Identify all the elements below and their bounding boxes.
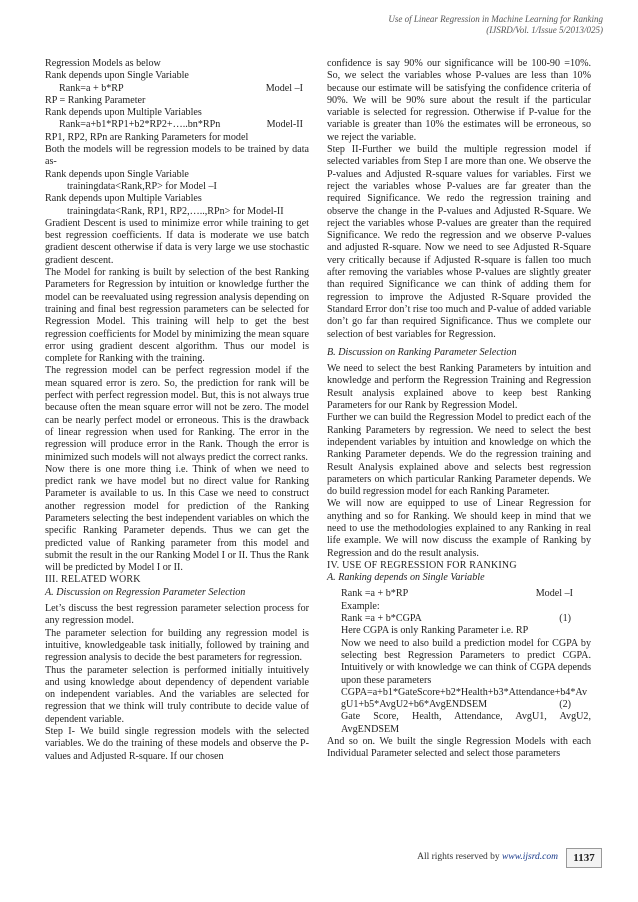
model-label: Model-II (266, 119, 303, 131)
equation: Rank =a + b*RP (341, 588, 409, 600)
paragraph: Gradient Descent is used to minimize error while training to get best regression coefficients. If data is moderate we use batch gradient descent otherwise if data is very large we use stochastic gradient descent. (45, 217, 309, 266)
paragraph: Now we need to also build a prediction model for CGPA by selecting best Regression Parameters to predict CGPA. Intuitively or with knowledge we can think of CGPA depends upon these parameters (341, 637, 591, 686)
equation-line (45, 83, 309, 95)
text-line: Gate Score, Health, Attendance, AvgU1, AvgU2, AvgENDSEM (341, 711, 591, 735)
text-line: Example: (341, 600, 380, 612)
paragraph: We need to select the best Ranking Parameters by intuition and knowledge and perform the Regression Training and Regression Result analysis explained above to keep best Ranking Parameters for our Rank by Regression Model. (327, 363, 591, 412)
paragraph: Step I- We build single regression models with the selected variables. We do the training of these models and observe the P-values and Adjusted R-square. If our chosen (45, 726, 309, 762)
equation-line (327, 588, 591, 600)
equation: Rank =a + b*CGPA (341, 613, 422, 625)
paragraph: confidence is say 90% our significance will be 100-90 =10%. So, we select the variables whose P-values are less than 10% because our estimate will be satisfying the confidence criteria of 90%. We will be 90% sure about the result if the particular variable is selected for regression. Otherwise if P-value for the variable is greater than 10% the estimates will be erroneous, so we reject the variable. (327, 58, 591, 143)
subsection-heading: B. Discussion on Ranking Parameter Selection (327, 346, 517, 358)
left-column (45, 58, 309, 763)
header-title: Use of Linear Regression in Machine Learning for Ranking (388, 14, 603, 24)
text-line: Rank depends upon Single Variable (45, 70, 189, 82)
section-heading: III. RELATED WORK (45, 574, 141, 586)
text-line: RP = Ranking Parameter (45, 94, 146, 106)
section-heading: IV. USE OF REGRESSION FOR RANKING (327, 559, 517, 571)
text-line: trainingdata<Rank,RP> for Model –I (67, 180, 217, 192)
equation: Rank=a+b1*RP1+b2*RP2+…..bn*RPn (59, 119, 221, 131)
equation-line (327, 687, 591, 712)
equation-line (327, 613, 591, 625)
paragraph: The Model for ranking is built by selection of the best Ranking Parameters for Regression by intuition or knowledge further the model can be reevaluated using regression analysis depending on training and final best regression parameters can be selected for Regression Model. This training will help to get the best regression coefficients for Model by minimizing the mean square error using gradient descent algorithm. Thus our model is complete for Ranking with the training. (45, 267, 309, 365)
footer-rights (417, 852, 558, 862)
text-line: Rank depends upon Single Variable (45, 168, 189, 180)
text-line: Regression Models as below (45, 58, 161, 69)
subsection-heading: A. Ranking depends on Single Variable (327, 572, 485, 584)
equation: CGPA=a+b1*GateScore+b2*Health+b3*Attendance+b4*AvgU1+b5*AvgU2+b6*AvgENDSEM (341, 686, 587, 711)
text-line: Both the models will be regression models to be trained by data as- (45, 144, 309, 168)
model-label: Model –I (535, 588, 573, 600)
equation-number: (2) (559, 699, 571, 711)
paragraph: Thus the parameter selection is performed initially intuitively and using knowledge about dependency of dependent variable on independent variables. And the variables are selected for regression that we think will truly contribute to decide value of dependent variable. (45, 664, 309, 725)
paragraph: The regression model can be perfect regression model if the mean squared error is zero. So, the prediction for rank will be perfect with perfect regression model. But, this is not always true because often the mean square error will not be zero. The model can be nearly perfect model or erroneous. This is the drawback of linear regression when used for Ranking. The error in the regression will produce error in the Rank. Though the error is minimized such models will not always predict the correct ranks. (45, 365, 309, 463)
equation-line (45, 119, 309, 131)
paragraph: We will now are equipped to use of Linear Regression for anything and so for Ranking. We should keep in mind that we need to use the methodologies explained to any Ranking in real life example. We will now discuss the example of Ranking by Regression and do the result analysis. (327, 498, 591, 559)
page-number: 1137 (566, 848, 602, 868)
rights-text: All rights reserved by (417, 852, 500, 862)
paragraph: Let’s discuss the best regression parameter selection process for any regression model. (45, 603, 309, 627)
text-line: trainingdata<Rank, RP1, RP2,…..,RPn> for Model-II (67, 205, 284, 217)
text-line: Rank depends upon Multiple Variables (45, 193, 202, 205)
equation: Rank=a + b*RP (59, 82, 124, 94)
model-label: Model –I (265, 82, 303, 94)
paragraph: And so on. We built the single Regression Models with each Individual Parameter selected and select those parameters (327, 736, 591, 760)
site-link[interactable]: www.ijsrd.com (502, 852, 558, 862)
page-footer (0, 848, 638, 870)
text-line: RP1, RP2, RPn are Ranking Parameters for model (45, 131, 249, 143)
paragraph: Further we can build the Regression Model to predict each of the Ranking Parameters by regression. We need to select the best independent variables by intuition and knowledge on which the Ranking Parameter depends. We do the regression training and Result Analysis explained above and selects best regression parameters on which particular Ranking Parameter depends. We do build regression model for each Ranking Parameter. (327, 412, 591, 498)
paragraph: Step II-Further we build the multiple regression model if selected variables from Step I are more than one. We observe the P-values and Adjusted R-square values for variables. First we reject the variables whose P-values are far greater than the required Significance. We redo the regression training and observe the change in the P-values and Adjusted R-Square. We reject the variables whose P-values are greater than the required Significance. We redo the regression and we observe P-values and adjusted R-square. Now we need to see Adjusted R-Square very critically because if Adjusted R-square is fallen too much after removing the variables whose P-values are slightly greater than required Significance we can think of adding them for regression to improve the Adjusted R-Square provided the Standard Error don’t rise too much and P-value of added variable don’t go far than required Significance. Thus we complete our selection of best variables for Regression. (327, 144, 591, 340)
header-volume: (IJSRD/Vol. 1/Issue 5/2013/025) (486, 25, 603, 35)
text-line: Here CGPA is only Ranking Parameter i.e. RP (341, 625, 529, 637)
text-line: Rank depends upon Multiple Variables (45, 107, 202, 119)
running-header (388, 14, 603, 36)
equation-number: (1) (559, 613, 571, 625)
paragraph: Now there is one more thing i.e. Think of when we need to predict rank we have model but no direct value for Ranking Parameter is available to us. In this Case we need to construct another regression model for prediction of the Ranking Parameters selecting the best independent variables on which the specific Ranking Parameter depends. Thus we can get the predicted value of Ranking parameter from this model and submit the result in the our Ranking Model I or II. Thus the Rank will be predicted by Model I or II. (45, 463, 309, 574)
subsection-heading: A. Discussion on Regression Parameter Selection (45, 586, 246, 598)
right-column (327, 58, 591, 761)
paragraph: The parameter selection for building any regression model is intuitive, knowledgeable task initially, followed by training and regression analysis to decide the best parameters for regression. (45, 627, 309, 664)
